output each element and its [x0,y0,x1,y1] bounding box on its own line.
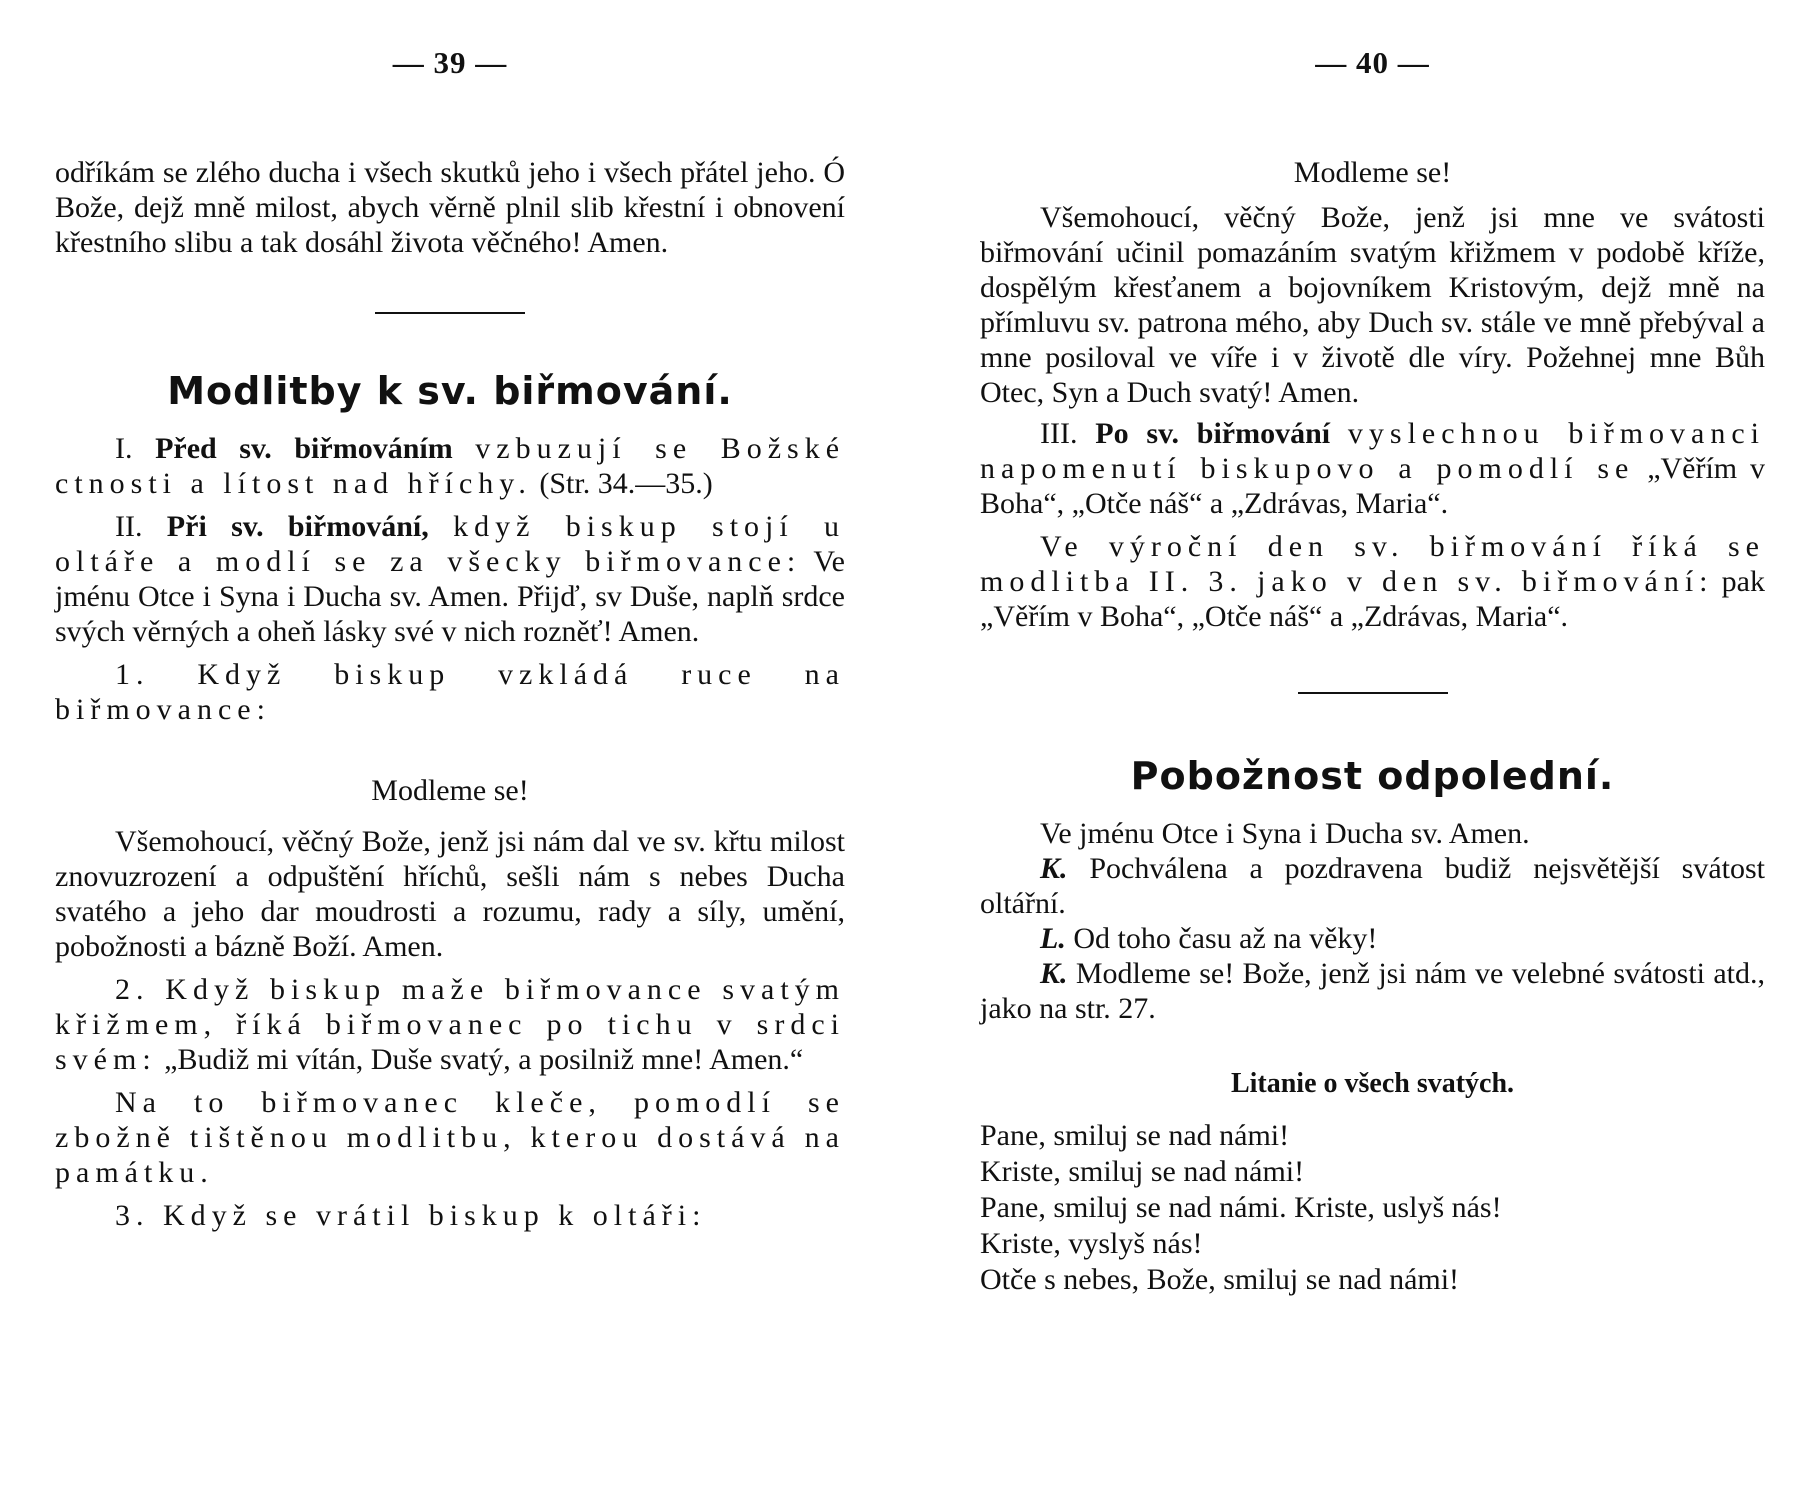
prayer-2: Všemohoucí, věčný Bože, jenž jsi mne ve svátosti biřmování učinil pomazáním svatým křižmem v podobě kříže, dospělým křesťanem a bojovníkem Kristovým, dejž mně na přímluvu sv. patrona mého, aby Duch sv. stále ve mně přebýval a mne posiloval ve víře i v životě dle víry. Požehnej mne Bůh Otec, Syn a Duch svatý! Amen. [980,201,1765,409]
step-2-spaced: 2. Když biskup maže biřmovance svatým křižmem, říká biřmovanec po tichu v srdci svém: [55,973,845,1076]
litany-line: Otče s nebes, Bože, smiluj se nad námi! [980,1263,1460,1296]
item-number: III. [1040,417,1078,450]
modleme-se: Modleme se! [371,774,529,807]
section-heading: Pobožnost odpolední. [1130,754,1615,798]
divider-rule [1298,692,1448,694]
item-bold-title: Po sv. biřmování [1095,417,1331,450]
item-spaced-text: když biskup stojí u oltáře a modlí se za všecky biřmovance: [55,510,846,578]
step-3: 3. Když se vrátil biskup k oltáři: [115,1199,707,1232]
item-bold-title: Před sv. biřmováním [155,432,453,465]
right-page [980,0,1765,1298]
litany-list [980,1118,1765,1298]
step-1: 1. Když biskup vzkládá ruce na biřmovance: [55,658,845,726]
paragraph-item-2 [55,509,845,649]
item-number: II. [115,510,143,543]
litany-line: Pane, smiluj se nad námi. Kriste, uslyš nás! [980,1191,1502,1224]
left-page [55,0,845,1233]
dialog-line-1 [980,851,1765,921]
section-heading: Modlitby k sv. biřmování. [167,369,733,413]
speaker-label: K. [1040,957,1068,990]
item-rest-text: (Str. 34.—35.) [539,467,713,500]
litany-line: Pane, smiluj se nad námi! [980,1119,1290,1152]
anniversary-paragraph [980,529,1765,634]
page-number: — 40 — [1315,45,1430,80]
speaker-label: L. [1040,922,1066,955]
dialog-line-2 [980,921,1765,956]
dialog-text: Pochválena a pozdravena budiž nejsvětější svátost oltářní. [980,852,1765,920]
item-number: I. [115,432,133,465]
prayer-1: Všemohoucí, věčný Bože, jenž jsi nám dal ve sv. křtu milost znovuzrození a odpuštění hříchů, sešli nám s nebes Ducha svatého a jeho dar moudrosti a rozumu, rady a síly, umění, pobožnosti a bázně Boží. Amen. [55,825,845,963]
intro-paragraph: odříkám se zlého ducha i všech skutků jeho i všech přátel jeho. Ó Bože, dejž mně milost, abych věrně plnil slib křestní i obnovení křestního slibu a tak dosáhl života věčného! Amen. [55,156,845,259]
item-rest-text: „Věřím v Boha“, „Otče náš“ a „Zdrávas, Maria“. [980,452,1765,520]
divider-rule [375,312,525,314]
dialog-text: Modleme se! Bože, jenž jsi nám ve velebné svátosti atd., jako na str. 27. [980,957,1765,1025]
anniversary-rest: pak „Věřím v Boha“, „Otče náš“ a „Zdrávas, Maria“. [980,565,1765,633]
paragraph-item-3 [980,416,1765,521]
page-number: — 39 — [392,45,508,80]
opening-line: Ve jménu Otce i Syna i Ducha sv. Amen. [1040,817,1530,850]
anniversary-spaced: Ve výroční den sv. biřmování říká se modlitba II. 3. jako v den sv. biřmování: [980,530,1765,598]
step-2-rest: „Budiž mi vítán, Duše svatý, a posilniž mne! Amen.“ [164,1043,804,1076]
step-2 [55,972,845,1077]
item-spaced-text: vzbuzují se Božské ctnosti a lítost nad hříchy. [55,432,846,500]
step-2b: Na to biřmovanec kleče, pomodlí se zbožně tištěnou modlitbu, kterou dostává na památku. [55,1086,845,1189]
paragraph-item-1 [55,431,845,501]
item-spaced-text: vyslechnou biřmovanci napomenutí biskupovo a pomodlí se [980,417,1765,485]
litany-heading: Litanie o všech svatých. [1230,1068,1515,1099]
litany-line: Kriste, vyslyš nás! [980,1227,1203,1260]
dialog-text: Od toho času až na věky! [1073,922,1378,955]
modleme-se: Modleme se! [1293,156,1452,189]
item-bold-title: Při sv. biřmování, [166,510,429,543]
item-rest-text: Ve jménu Otce i Syna i Ducha sv. Amen. Přijď, sv Duše, naplň srdce svých věrných a oheň lásky své v nich rozněť! Amen. [55,545,845,648]
litany-line: Kriste, smiluj se nad námi! [980,1155,1305,1188]
speaker-label: K. [1040,852,1068,885]
dialog-line-3 [980,956,1765,1026]
